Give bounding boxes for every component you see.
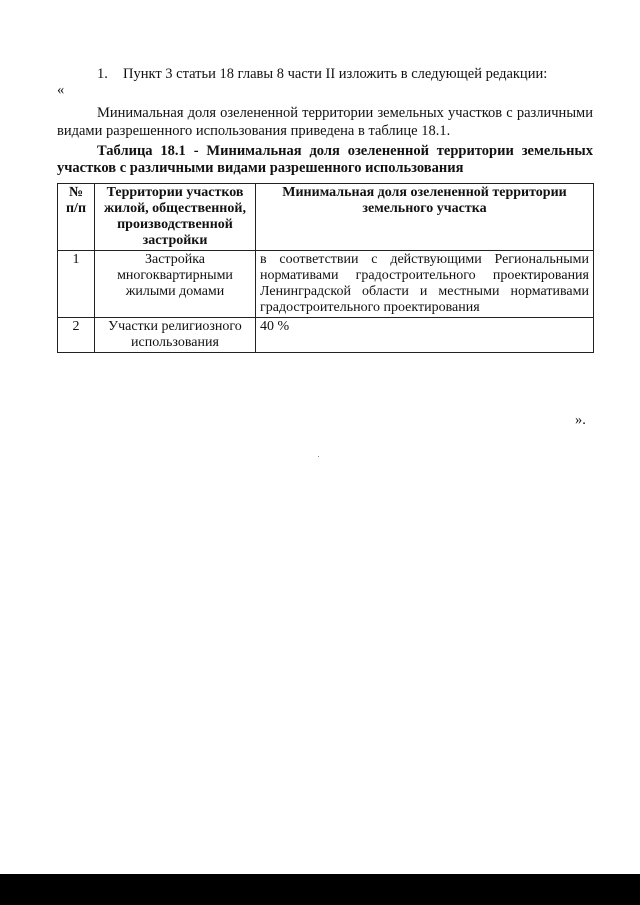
row-territory: Застройка многоквартирными жилыми домами [95,251,256,318]
row-minimum: 40 % [256,318,594,353]
row-num: 1 [58,251,95,318]
header-num: № п/п [58,184,95,251]
list-item [97,66,547,83]
green-area-table [57,183,594,353]
table-header-row [58,184,594,251]
closing-quote: ». [575,412,586,428]
row-minimum: в соответствии с действующими Региональными нормативами градостроительного проектирования Ленинградской области и местными нормативами градостроительного проектирования [256,251,594,318]
table-caption: Таблица 18.1 - Минимальная доля озелененной территории земельных участков с различными видами разрешенного использования [57,143,593,176]
row-num: 2 [58,318,95,353]
opening-quote: « [57,82,65,98]
item-text: Пункт 3 статьи 18 главы 8 части II изложить в следующей редакции: [123,66,548,82]
header-minimum: Минимальная доля озелененной территории земельного участка [256,184,594,251]
scan-speck [318,456,319,457]
body-paragraph: Минимальная доля озелененной территории земельных участков с различными видами разрешенного использования приведена в таблице 18.1. [57,105,593,139]
header-territory: Территории участков жилой, общественной, производственной застройки [95,184,256,251]
scan-bottom-border [0,874,640,905]
table-row [58,318,594,353]
row-territory: Участки религиозного использования [95,318,256,353]
table-row [58,251,594,318]
item-number: 1. [97,66,108,82]
